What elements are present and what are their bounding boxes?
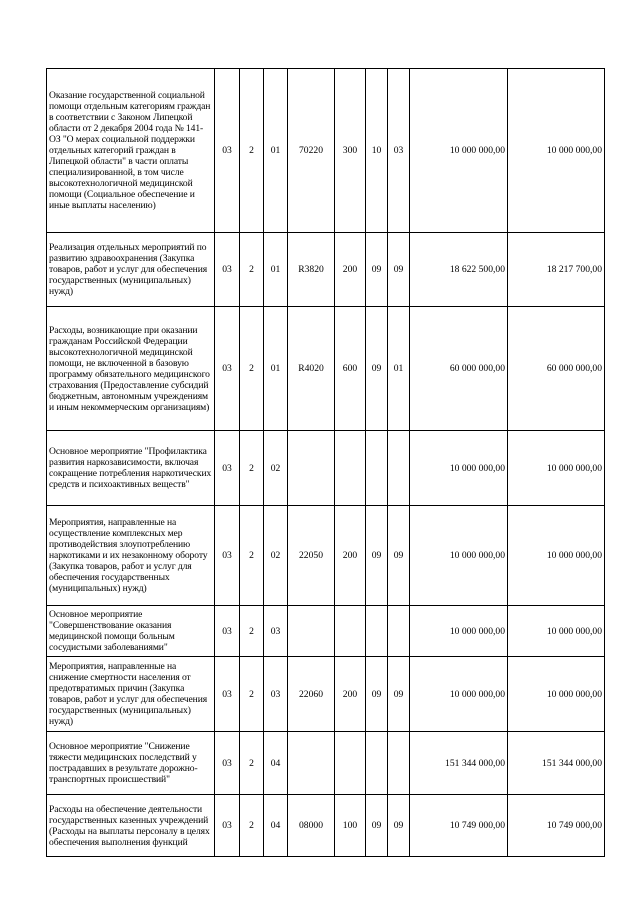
expense-type-code — [335, 606, 366, 657]
subsection-code — [388, 732, 410, 795]
expense-type-code: 100 — [335, 795, 366, 857]
subprogram-code: 2 — [240, 69, 264, 233]
subsection-code: 03 — [388, 69, 410, 233]
direction-code: R4020 — [288, 307, 335, 431]
subprogram-code: 2 — [240, 795, 264, 857]
row-name: Мероприятия, направленные на осуществление комплексных мер противодействия злоупотреблению наркотиками и их незаконному обороту (Закупка товаров, работ и услуг для обеспечения государственных (муниципальных) нужд) — [47, 506, 215, 606]
budget-table — [46, 68, 605, 857]
subsection-code: 09 — [388, 795, 410, 857]
subsection-code: 09 — [388, 506, 410, 606]
subsection-code: 01 — [388, 307, 410, 431]
row-name: Основное мероприятие "Совершенствование оказания медицинской помощи больным сосудистыми заболеваниями" — [47, 606, 215, 657]
table-row — [47, 506, 605, 606]
subsection-code: 09 — [388, 657, 410, 732]
expense-type-code — [335, 732, 366, 795]
table-row — [47, 732, 605, 795]
expense-type-code: 200 — [335, 657, 366, 732]
table-row — [47, 69, 605, 233]
section-code — [366, 606, 388, 657]
program-code: 03 — [215, 606, 240, 657]
subprogram-code: 2 — [240, 431, 264, 506]
expense-type-code: 200 — [335, 506, 366, 606]
amount-year-1: 10 000 000,00 — [410, 69, 508, 233]
row-name: Расходы на обеспечение деятельности государственных казенных учреждений (Расходы на выплаты персоналу в целях обеспечения выполнения функций — [47, 795, 215, 857]
event-code: 04 — [264, 795, 288, 857]
table-row — [47, 795, 605, 857]
row-name: Расходы, возникающие при оказании гражданам Российской Федерации высокотехнологичной медицинской помощи, не включенной в базовую программу обязательного медицинского страхования (Предоставление субсидий бюджетным, автономным учреждениям и иным некоммерческим организациям) — [47, 307, 215, 431]
row-name: Оказание государственной социальной помощи отдельным категориям граждан в соответствии с Законом Липецкой области от 2 декабря 2004 года № 141-ОЗ "О мерах социальной поддержки отдельных категорий граждан в Липецкой области" в части оплаты специализированной, в том числе высокотехнологичной медицинской помощи (Социальное обеспечение и иные выплаты населению) — [47, 69, 215, 233]
table-row — [47, 307, 605, 431]
event-code: 02 — [264, 431, 288, 506]
expense-type-code: 600 — [335, 307, 366, 431]
subprogram-code: 2 — [240, 307, 264, 431]
amount-year-1: 60 000 000,00 — [410, 307, 508, 431]
subprogram-code: 2 — [240, 657, 264, 732]
section-code: 09 — [366, 233, 388, 307]
subprogram-code: 2 — [240, 732, 264, 795]
program-code: 03 — [215, 69, 240, 233]
amount-year-2: 10 000 000,00 — [508, 506, 605, 606]
program-code: 03 — [215, 233, 240, 307]
program-code: 03 — [215, 795, 240, 857]
event-code: 03 — [264, 657, 288, 732]
amount-year-1: 10 749 000,00 — [410, 795, 508, 857]
row-name: Мероприятия, направленные на снижение смертности населения от предотвратимых причин (Закупка товаров, работ и услуг для обеспечения государственных (муниципальных) нужд) — [47, 657, 215, 732]
subsection-code — [388, 431, 410, 506]
table-row — [47, 431, 605, 506]
amount-year-2: 10 000 000,00 — [508, 657, 605, 732]
amount-year-1: 10 000 000,00 — [410, 657, 508, 732]
amount-year-1: 10 000 000,00 — [410, 606, 508, 657]
expense-type-code: 300 — [335, 69, 366, 233]
section-code — [366, 431, 388, 506]
direction-code: R3820 — [288, 233, 335, 307]
amount-year-1: 18 622 500,00 — [410, 233, 508, 307]
section-code — [366, 732, 388, 795]
amount-year-2: 10 000 000,00 — [508, 69, 605, 233]
event-code: 01 — [264, 69, 288, 233]
event-code: 03 — [264, 606, 288, 657]
amount-year-2: 10 000 000,00 — [508, 431, 605, 506]
section-code: 09 — [366, 657, 388, 732]
amount-year-1: 151 344 000,00 — [410, 732, 508, 795]
amount-year-2: 18 217 700,00 — [508, 233, 605, 307]
direction-code: 22050 — [288, 506, 335, 606]
event-code: 04 — [264, 732, 288, 795]
direction-code — [288, 606, 335, 657]
subprogram-code: 2 — [240, 606, 264, 657]
direction-code: 70220 — [288, 69, 335, 233]
event-code: 01 — [264, 307, 288, 431]
direction-code — [288, 732, 335, 795]
amount-year-2: 10 749 000,00 — [508, 795, 605, 857]
subprogram-code: 2 — [240, 506, 264, 606]
program-code: 03 — [215, 307, 240, 431]
section-code: 09 — [366, 795, 388, 857]
program-code: 03 — [215, 732, 240, 795]
event-code: 01 — [264, 233, 288, 307]
row-name: Реализация отдельных мероприятий по развитию здравоохранения (Закупка товаров, работ и услуг для обеспечения государственных (муниципальных) нужд) — [47, 233, 215, 307]
amount-year-1: 10 000 000,00 — [410, 431, 508, 506]
program-code: 03 — [215, 506, 240, 606]
row-name: Основное мероприятие "Снижение тяжести медицинских последствий у пострадавших в результате дорожно-транспортных происшествий" — [47, 732, 215, 795]
expense-type-code: 200 — [335, 233, 366, 307]
section-code: 09 — [366, 506, 388, 606]
amount-year-1: 10 000 000,00 — [410, 506, 508, 606]
section-code: 10 — [366, 69, 388, 233]
row-name: Основное мероприятие "Профилактика развития наркозависимости, включая сокращение потребления наркотических средств и психоактивных веществ" — [47, 431, 215, 506]
amount-year-2: 151 344 000,00 — [508, 732, 605, 795]
amount-year-2: 10 000 000,00 — [508, 606, 605, 657]
program-code: 03 — [215, 657, 240, 732]
event-code: 02 — [264, 506, 288, 606]
expense-type-code — [335, 431, 366, 506]
direction-code: 22060 — [288, 657, 335, 732]
subsection-code: 09 — [388, 233, 410, 307]
program-code: 03 — [215, 431, 240, 506]
subsection-code — [388, 606, 410, 657]
direction-code — [288, 431, 335, 506]
table-row — [47, 657, 605, 732]
table-row — [47, 606, 605, 657]
section-code: 09 — [366, 307, 388, 431]
direction-code: 08000 — [288, 795, 335, 857]
subprogram-code: 2 — [240, 233, 264, 307]
table-row — [47, 233, 605, 307]
amount-year-2: 60 000 000,00 — [508, 307, 605, 431]
